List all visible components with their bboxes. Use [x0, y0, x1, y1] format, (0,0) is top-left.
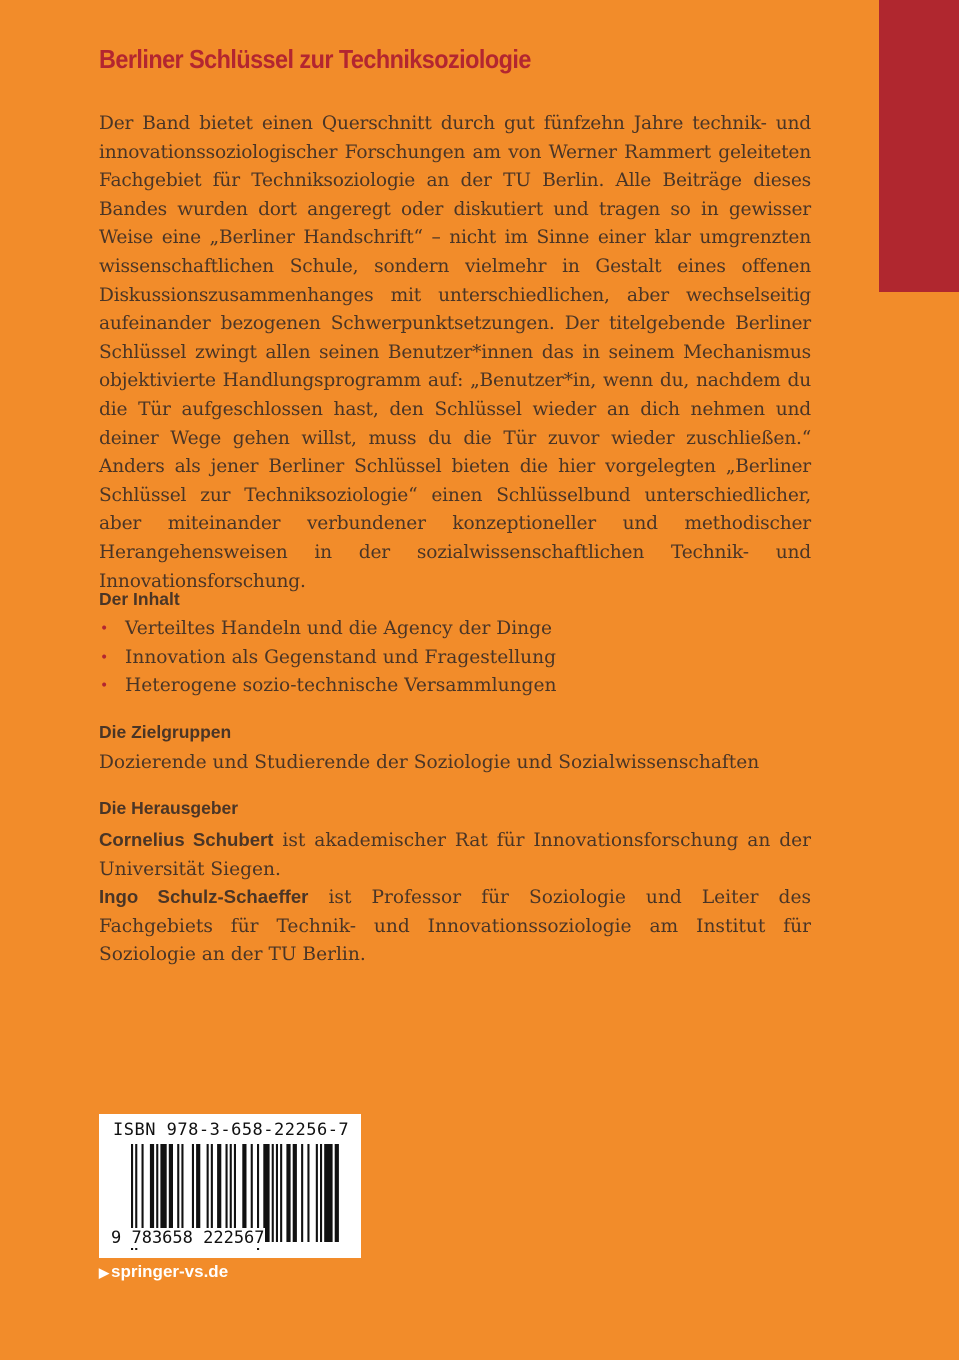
editor-bio: Ingo Schulz-Schaeffer ist Professor für Soziologie und Leiter des Fachgebiets für Technik- und Innovationssoziologie am Institut für Soziologie an der TU Berlin. — [99, 886, 811, 966]
barcode-digits: 9 783658 222567 — [111, 1228, 265, 1248]
editor-name: Cornelius Schubert — [99, 829, 274, 850]
barcode-bar — [335, 1144, 339, 1242]
list-item: • Innovation als Gegenstand und Fragestellung — [99, 644, 811, 673]
barcode-bar — [307, 1144, 309, 1242]
bullet-icon: • — [100, 649, 109, 666]
editors-heading: Die Herausgeber — [99, 798, 239, 818]
barcode-bar — [286, 1144, 290, 1242]
isbn-barcode-box — [99, 1114, 361, 1258]
bullet-icon: • — [100, 621, 109, 637]
audience-heading: Die Zielgruppen — [99, 722, 232, 742]
barcode-bar — [324, 1144, 332, 1242]
barcode-bar — [276, 1144, 278, 1242]
audience-text: Dozierende und Studierende der Soziologie und Sozialwissenschaften — [99, 752, 760, 773]
red-accent-band — [879, 0, 959, 292]
publisher-link[interactable]: ▶ springer-vs.de — [99, 1262, 229, 1281]
editor-bio: Cornelius Schubert ist akademischer Rat für Innovationsforschung an der Universität Siegen. — [99, 829, 811, 880]
barcode-bar — [272, 1144, 274, 1242]
description-paragraph: Der Band bietet einen Querschnitt durch gut fünfzehn Jahre technik- und innovationssoziologischer Forschungen am von Werner Rammert geleiteten Fachgebiet für Techniksoziologie an der TU Berlin. Alle Beiträge dieses Bandes wurden dort angeregt oder diskutiert und tragen so in gewisser Weise eine „Berliner Handschrift“ – nicht im Sinne einer klar umgrenzten wissenschaftlichen Schule, sondern vielmehr in Gestalt eines offenen Diskussionszusammenhanges mit unterschiedlichen, aber wechselseitig aufeinander bezogenen Schwerpunktsetzungen. Der titelgebende Berliner Schlüssel zwingt allen seinen Benutzer*innen das in seinem Mechanismus objektivierte Handlungsprogramm auf: „Benutzer*in, wenn du, nachdem du die Tür aufgeschlossen hast, den Schlüssel wieder an dich nehmen und deiner Wege gehen willst, muss du die Tür zuvor wieder zuschließen.“ Anders als jener Berliner Schlüssel bieten die hier vorgelegten „Berliner Schlüssel zur Techniksoziologie“ einen Schlüsselbund unterschiedlicher, aber miteinander verbundener konzeptioneller und methodischer Herangehensweisen in der sozialwissenschaftlichen Technik- und Innovationsforschung. — [99, 113, 811, 592]
isbn-label: ISBN 978-3-658-22256-7 — [113, 1120, 350, 1140]
list-item: • Verteiltes Handeln und die Agency der Dinge — [99, 615, 811, 644]
play-arrow-icon: ▶ — [99, 1265, 109, 1280]
barcode-bar — [320, 1144, 322, 1242]
contents-heading: Der Inhalt — [99, 589, 180, 609]
contents-list — [99, 615, 811, 701]
list-item: • Heterogene sozio-technische Versammlungen — [99, 672, 811, 701]
barcode-bar — [316, 1144, 318, 1242]
barcode-bar — [293, 1144, 297, 1242]
barcode-bar — [280, 1144, 282, 1242]
barcode-bar — [301, 1144, 303, 1242]
editor-name: Ingo Schulz-Schaeffer — [99, 886, 309, 907]
bullet-icon: • — [100, 678, 109, 695]
book-title: Berliner Schlüssel zur Techniksoziologie — [99, 44, 531, 74]
